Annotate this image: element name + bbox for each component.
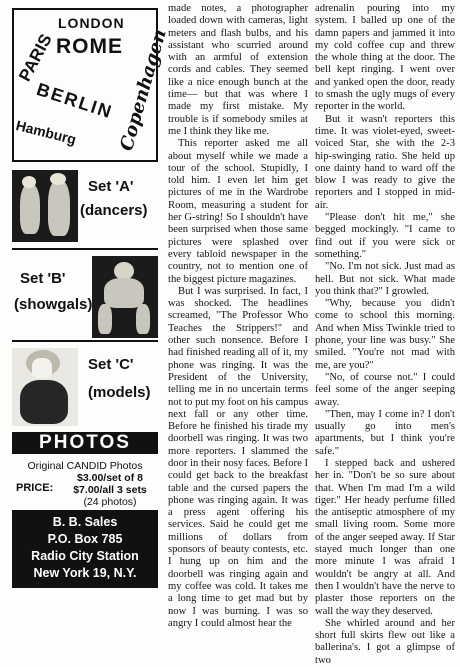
paragraph: "Please don't hit me," she begged mockingly. "I came to find out if you were sick or something." (315, 212, 455, 260)
paragraph: "No, of course not." I could feel some of the anger seeping away. (315, 371, 455, 408)
address-line: Radio City Station (31, 549, 139, 563)
photo-set-a (12, 170, 78, 242)
address-line: New York 19, N.Y. (33, 566, 137, 580)
city-rome: ROME (56, 35, 123, 58)
divider (12, 248, 158, 250)
price-details (60, 472, 160, 508)
paragraph: adrenalin pouring into my system. I balled up one of the damn papers and jammed it into my cold coffee cup and threw the whole thing at the door. The bell kept ringing. I went over and yanked open the door, ready to smash the ugly mugs of every reporter in the world. (315, 3, 455, 113)
city-list-box (12, 8, 171, 162)
address-line: B. B. Sales (52, 515, 118, 529)
paragraph: "Then, may I come in? I don't usually go into men's apartments, but I think you're safe." (315, 408, 455, 457)
paragraph: She whirled around and her short full skirts flew out like a ballerina's. I got a glimpse of two (315, 617, 455, 666)
paragraph: I stepped back and ushered her in. "Don't be so sure about that. When I'm mad I'm a wild tiger." Her heady perfume filled the antiseptic atmosphere of my small living room. Some more of the anger seeped away. If Star stayed much longer than one more minute I was afraid I wouldn't be angry at all. And then I wouldn't have the nerve to plaster those reporters on the wall the way they deserved. (315, 457, 455, 617)
paragraph: This reporter asked me all about myself while we made a tour of the school. Stupidly, I told him. I even let him get pictures of me in the Wardrobe Room, measuring a student for her G-string! So I shouldn't have been surprised when those same pictures were splashed over every tabloid newspaper in the country, not to mention one of the biggest picture magazines. (168, 138, 308, 285)
paragraph: But I was surprised. In fact, I was shocked. The headlines screamed, "The Professor Who Teaches the Strippers!" and other such nonsence. Before I had finished reading all of it, my phone was ringing. It was the President of the University, telling me in no uncertain terms not to put my foot on his campus next fall or any other time. Before he finished his tirade my doorbell was ringing. It was two more reporters. I slammed the door in their nosy faces. Before I could get back to the breakfast table and the cursed papers the phone was ringing again. It was a press agent offering his services. Said he could get me millions of dollars from sponsors of beauty contests, etc. I hung up on him and the doorbell was ringing again and my coffee was cold. It takes me a long time to get mad but by now I was burning. I was so angry I could almost hear the (168, 285, 308, 629)
price-set: $3.00/set of 8 (77, 472, 143, 484)
city-paris: PARIS (15, 30, 56, 85)
photo-set-c (12, 348, 78, 426)
city-london: LONDON (58, 15, 125, 31)
mailing-address (12, 510, 158, 588)
mail-order-ad (0, 0, 171, 597)
photos-banner: PHOTOS (12, 432, 158, 454)
set-c-desc: (models) (88, 384, 151, 401)
paragraph: "Why, because you didn't come to school this morning. And when Miss Twinkle tried to phone, your line was busy." She smiled. "You're not mad with me, are you?" (315, 298, 455, 371)
price-label: PRICE: (16, 482, 54, 494)
price-count: (24 photos) (83, 496, 137, 508)
divider (12, 340, 158, 342)
photo-set-b (92, 256, 158, 338)
article-column-1 (168, 3, 308, 630)
set-a-desc: (dancers) (80, 202, 148, 219)
candid-photos-label: Original CANDID Photos (27, 460, 143, 472)
set-c-name: Set 'C' (88, 356, 134, 373)
city-berlin: BERLIN (34, 79, 116, 123)
paragraph: made notes, a photographer loaded down with cameras, light meters and flash bulbs, and his assistant who scurried around with an armful of extension cords and cables. They seemed like a nice enough bunch at the time— but that was where I made my first mistake. My trouble is if somebody smiles at me I think they like me. (168, 3, 308, 137)
city-copenhagen: Copenhagen (116, 26, 171, 154)
set-b-name: Set 'B' (20, 270, 66, 287)
paragraph: But it wasn't reporters this time. It was violet-eyed, sweet-voiced Star, she with the 2-3 hip-swinging ratio. She held up one dainty hand to ward off the blow I was ready to give the reporters and I stopped in mid-air. (315, 113, 455, 211)
article-column-2 (315, 3, 455, 667)
city-hamburg: Hamburg (14, 117, 78, 148)
address-line: P.O. Box 785 (47, 532, 123, 546)
set-b-desc: (showgals) (14, 296, 93, 313)
paragraph: "No. I'm not sick. Just mad as hell. But not sick. What made you think that?" I growled. (315, 261, 455, 297)
price-all: $7.00/all 3 sets (73, 484, 147, 496)
set-a-name: Set 'A' (88, 178, 134, 195)
